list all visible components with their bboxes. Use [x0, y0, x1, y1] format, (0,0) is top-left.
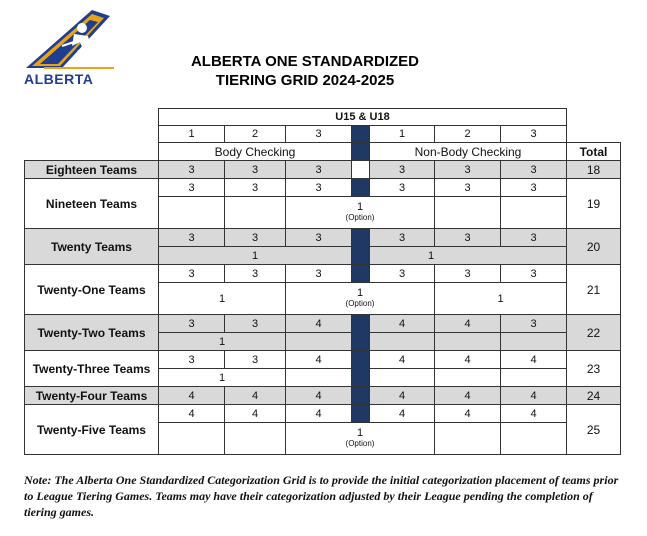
row-label: Twenty-Two Teams	[25, 315, 159, 351]
divider-cell	[352, 229, 370, 265]
value-cell: 4	[435, 315, 501, 333]
tiering-grid	[24, 108, 621, 455]
option-value: 1	[435, 283, 567, 315]
row-label: Twenty-Three Teams	[25, 351, 159, 387]
value-cell: 3	[159, 179, 225, 197]
value-cell: 3	[159, 229, 225, 247]
tier-header: 1	[370, 126, 435, 143]
value-cell: 3	[286, 161, 352, 179]
value-cell: 4	[435, 351, 501, 369]
option-cell	[286, 283, 435, 315]
value-cell: 3	[225, 179, 286, 197]
tier-header: 2	[225, 126, 286, 143]
body-checking-header: Body Checking	[159, 143, 352, 161]
value-cell: 4	[370, 405, 435, 423]
option-label: (Option)	[345, 439, 375, 448]
divider-cell	[352, 143, 370, 161]
value-cell: 3	[370, 265, 435, 283]
value-cell: 3	[225, 315, 286, 333]
value-cell: 4	[501, 405, 567, 423]
value-cell: 3	[159, 351, 225, 369]
value-cell: 3	[286, 179, 352, 197]
total-cell: 19	[567, 179, 621, 229]
option-value: 1	[159, 247, 352, 265]
value-cell: 4	[435, 405, 501, 423]
option-label: (Option)	[345, 299, 375, 308]
option-cell	[286, 197, 435, 229]
divider-cell	[352, 351, 370, 387]
option-label: (Option)	[345, 213, 375, 222]
value-cell: 3	[225, 351, 286, 369]
value-cell: 3	[435, 229, 501, 247]
divider-cell	[352, 179, 370, 197]
value-cell: 4	[286, 387, 352, 405]
logo-text: ALBERTA	[24, 71, 94, 87]
tier-header: 2	[435, 126, 501, 143]
tier-header: 3	[286, 126, 352, 143]
option-value: 1	[159, 333, 286, 351]
footnote: Note: The Alberta One Standardized Categorization Grid is to provide the initial categorization placement of teams prior to League Tiering Games. Teams may have their categorization adjusted by their League pending the completion of tiering games.	[24, 473, 619, 519]
value-cell: 3	[159, 315, 225, 333]
title-line-2: TIERING GRID 2024-2025	[215, 72, 395, 89]
total-cell: 20	[567, 229, 621, 265]
value-cell: 3	[159, 161, 225, 179]
divider-cell	[352, 265, 370, 283]
value-cell: 3	[225, 265, 286, 283]
row-label: Twenty-One Teams	[25, 265, 159, 315]
page-title	[160, 52, 450, 90]
value-cell: 3	[225, 229, 286, 247]
value-cell: 3	[501, 265, 567, 283]
option-value: 1	[159, 369, 286, 387]
value-cell: 3	[159, 265, 225, 283]
value-cell: 3	[370, 161, 435, 179]
option-value: 1	[356, 427, 364, 439]
value-cell: 3	[370, 229, 435, 247]
value-cell: 4	[159, 387, 225, 405]
row-label: Twenty Teams	[25, 229, 159, 265]
value-cell: 4	[286, 315, 352, 333]
option-value: 1	[159, 283, 286, 315]
value-cell: 3	[501, 179, 567, 197]
divider-cell	[352, 161, 370, 179]
total-cell: 22	[567, 315, 621, 351]
total-cell: 18	[567, 161, 621, 179]
tier-header: 3	[501, 126, 567, 143]
value-cell: 4	[501, 351, 567, 369]
option-value: 1	[370, 247, 567, 265]
value-cell: 4	[370, 315, 435, 333]
tier-header: 1	[159, 126, 225, 143]
divider-cell	[352, 315, 370, 351]
divider-cell	[352, 405, 370, 423]
value-cell: 4	[435, 387, 501, 405]
value-cell: 4	[286, 351, 352, 369]
non-body-checking-header: Non-Body Checking	[370, 143, 567, 161]
value-cell: 4	[225, 405, 286, 423]
hockey-player-logo-icon	[22, 6, 118, 76]
value-cell: 3	[370, 179, 435, 197]
value-cell: 4	[159, 405, 225, 423]
total-cell: 21	[567, 265, 621, 315]
total-cell: 24	[567, 387, 621, 405]
value-cell: 4	[370, 351, 435, 369]
divider-cell	[352, 126, 370, 143]
value-cell: 3	[501, 229, 567, 247]
row-label: Twenty-Four Teams	[25, 387, 159, 405]
value-cell: 3	[286, 229, 352, 247]
total-cell: 23	[567, 351, 621, 387]
value-cell: 3	[501, 315, 567, 333]
option-cell	[286, 423, 435, 455]
value-cell: 3	[435, 161, 501, 179]
option-value: 1	[356, 287, 364, 299]
value-cell: 3	[435, 265, 501, 283]
value-cell: 4	[370, 387, 435, 405]
value-cell: 3	[225, 161, 286, 179]
divider-cell	[352, 387, 370, 405]
row-label: Nineteen Teams	[25, 179, 159, 229]
value-cell: 4	[286, 405, 352, 423]
row-label: Twenty-Five Teams	[25, 405, 159, 455]
title-line-1: ALBERTA ONE STANDARDIZED	[190, 53, 420, 70]
total-cell: 25	[567, 405, 621, 455]
value-cell: 3	[435, 179, 501, 197]
value-cell: 4	[501, 387, 567, 405]
total-header: Total	[567, 143, 621, 161]
value-cell: 4	[225, 387, 286, 405]
row-label: Eighteen Teams	[25, 161, 159, 179]
value-cell: 3	[286, 265, 352, 283]
option-value: 1	[356, 201, 364, 213]
age-group-header: U15 & U18	[159, 109, 567, 126]
value-cell: 3	[501, 161, 567, 179]
